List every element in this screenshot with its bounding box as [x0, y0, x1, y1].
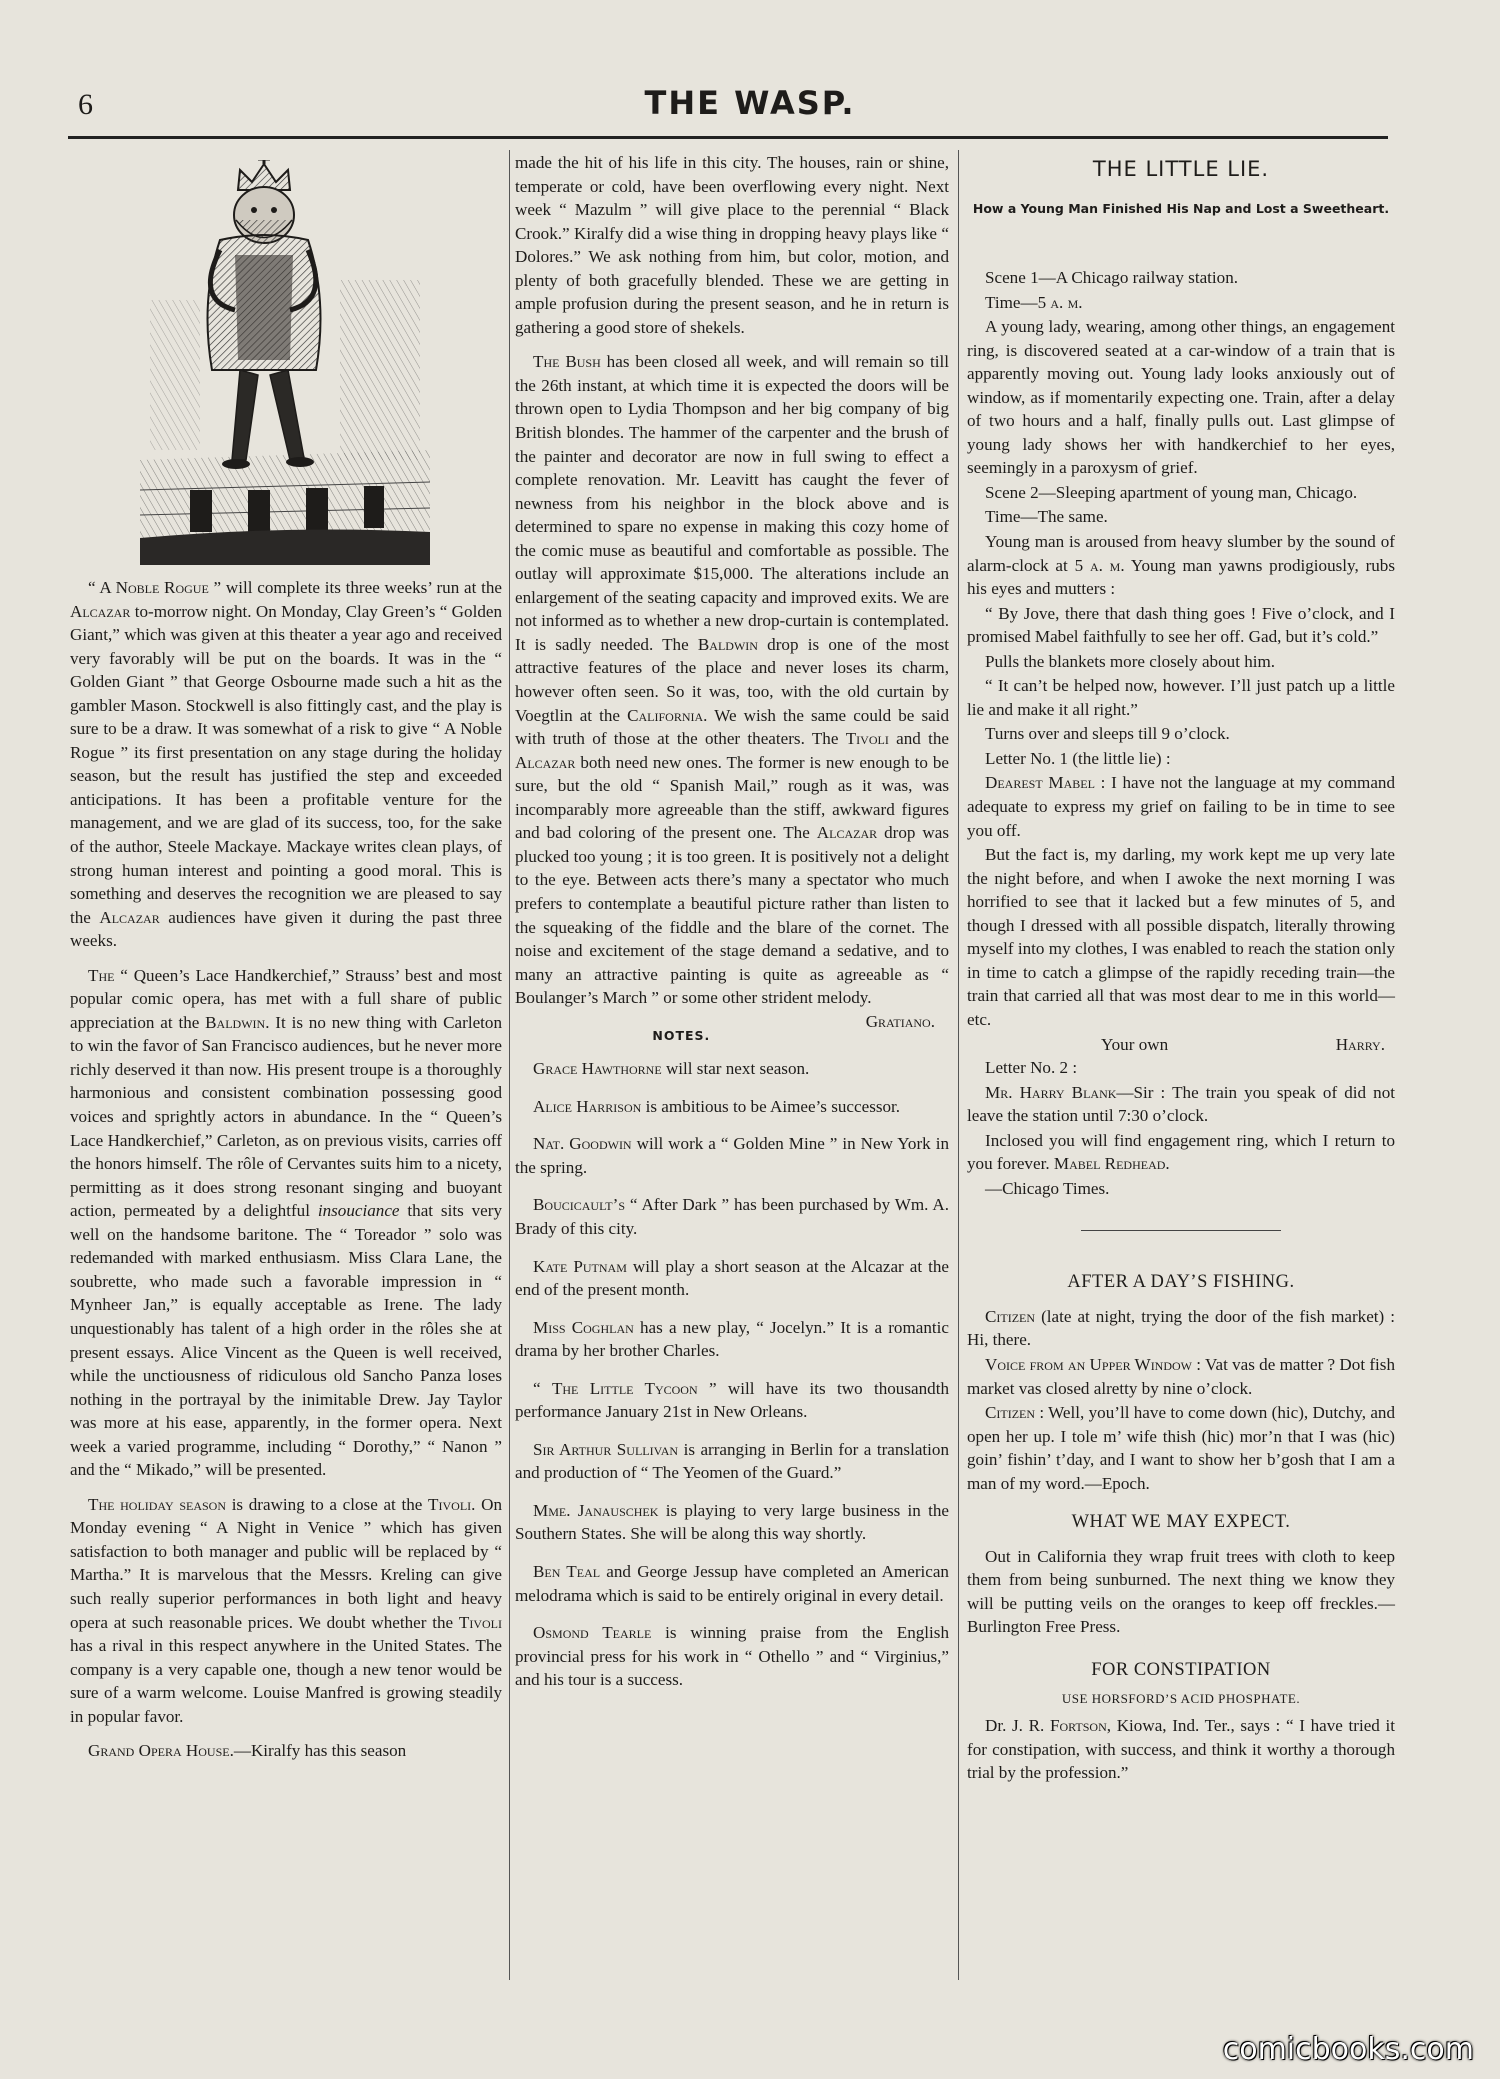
story-line: [967, 291, 1395, 315]
small-caps-lead: Baldwin: [205, 1012, 266, 1032]
column-2: [515, 151, 949, 1706]
article-paragraph: [70, 1739, 502, 1763]
little-lie-title: THE LITTLE LIE.: [1092, 157, 1270, 181]
note-item: [515, 1255, 949, 1302]
small-caps-lead: Miss Coghlan: [533, 1317, 634, 1337]
story-line: [967, 1129, 1395, 1176]
story-line: [967, 843, 1395, 1031]
story-line: [967, 1177, 1395, 1201]
dialogue-line: [967, 1305, 1395, 1352]
story-line: [967, 602, 1395, 649]
text-run: Pulls the blankets more closely about him.: [985, 651, 1276, 671]
text-run: has a rival in this respect anywhere in the United States. The company is a very capable one, though a new tenor would be sure of a warm welcome. Louise Manfred is growing steadily in popular favor.: [70, 1636, 502, 1726]
small-caps-lead: The Little Tycoon: [551, 1378, 698, 1398]
small-caps-lead: a. m.: [1089, 555, 1125, 575]
text-run: : Well, you’ll have to come down (hic), Dutchy, and open her up. I tole m’ wife thish (hic) mor’n that I was (hic) goin’ fishin’ t’day, and I want to show her b’gosh that I am a man of my word.—Epoch.: [967, 1403, 1395, 1493]
text-run: has been closed all week, and will remain so till the 26th instant, at which time it is expected the doors will be thrown open to Lydia Thompson and her big company of big British blondes. The hammer of the carpenter and the brush of the painter and decorator are now in full swing to effect a complete renovation. Mr. Leavitt has caught the fever of newness from his neighbor in the block above and is determined to spare no expense in making this cozy home of the comic muse as beautiful and comfortable as possible. The outlay will approximate $15,000. The alterations include an enlargement of the seating capacity and improved exits. We are not informed as to whether a new drop-curtain is contemplated. It is sadly needed. The: [515, 352, 949, 654]
text-run: A young lady, wearing, among other things, an engagement ring, is discovered seated at a car-window of a train that is apparently moving out. Young lady looks anxiously out of window, as if momentarily expecting one. Train, after a delay of two hours and a half, finally pulls out. Last glimpse of young lady shows her with handkerchief to her eyes, seemingly in a paroxysm of grief.: [967, 317, 1395, 478]
text-run: is arranging in Berlin for a translation and production of “ The Yeomen of the Guard.”: [515, 1439, 949, 1483]
small-caps-lead: Ben Teal: [533, 1561, 601, 1581]
text-run: “: [533, 1378, 552, 1398]
text-run: Scene 1—A Chicago railway station.: [985, 268, 1239, 287]
small-caps-lead: Osmond Tearle: [533, 1623, 652, 1643]
small-caps-lead: Grace Hawthorne: [533, 1059, 662, 1079]
small-caps-lead: Alice Harrison: [533, 1096, 642, 1116]
story-line: [967, 722, 1395, 746]
small-caps-lead: Grand Opera House: [88, 1741, 230, 1761]
small-caps-lead: Tivoli: [845, 729, 889, 749]
text-run: Young man is aroused from heavy slumber by the sound of alarm-clock at 5: [967, 532, 1395, 575]
small-caps-lead: Mr. Harry Blank: [985, 1082, 1117, 1102]
small-caps-lead: Noble Rogue: [115, 578, 209, 597]
story-line: [967, 505, 1395, 529]
small-caps-lead: Alcazar: [816, 823, 878, 843]
small-caps-lead: Tivoli: [458, 1612, 502, 1632]
text-run: “ By Jove, there that dash thing goes ! Five o’clock, and I promised Mabel faithfully to see her off. Gad, but it’s cold.”: [967, 603, 1395, 647]
text-run: , Kiowa, Ind. Ter., says : “ I have tried it for constipation, with success, and think it worthy a thorough trial by the profession.”: [967, 1716, 1395, 1783]
text-run: is drawing to a close at the: [226, 1494, 429, 1514]
watermark: comicbooks.com: [1222, 2032, 1474, 2067]
text-run: . We wish the same could be said with truth of those at the other theaters. The: [515, 705, 950, 749]
small-caps-lead: Baldwin: [697, 634, 758, 654]
small-caps-lead: The Bush: [533, 352, 601, 372]
note-item: [515, 1095, 949, 1119]
text-run: ” will have its two thousandth performance January 21st in New Orleans.: [515, 1378, 949, 1422]
text-run: to-morrow night. On Monday, Clay Green’s “ Golden Giant,” which was given at this theater a year ago and received very favorably will be put on the boards. It was in the “ Golden Giant ” that George Osbourne made such a hit as the gambler Mason. Stockwell is also fittingly cast, and the play is sure to be a draw. It was somewhat of a risk to give “ A Noble Rogue ” its first presentation on any stage during the holiday season, but the result has justified the step and exceeded anticipations. It has been a profitable venture for the management, and we are glad of its success, too, for the sake of the author, Steele Mackaye. Mackaye writes clean plays, of strong human interest and pointing a good moral. This is something and deserves the recognition we are pleased to say the: [70, 601, 502, 927]
text-run: Dr. J. R.: [985, 1716, 1050, 1736]
ad-subtitle: USE HORSFORD’S ACID PHOSPHATE.: [1061, 1690, 1301, 1706]
text-run: is ambitious to be Aimee’s successor.: [641, 1096, 901, 1116]
article-paragraph: [70, 1493, 502, 1728]
small-caps-lead: Alcazar: [70, 601, 131, 621]
text-run: “ It can’t be helped now, however. I’ll just patch up a little lie and make it all right.”: [967, 676, 1395, 719]
text-run: Time—5: [985, 292, 1051, 312]
story-line: [967, 650, 1395, 674]
text-run: Turns over and sleeps till 9 o’clock.: [985, 724, 1230, 744]
signature-name: Harry.: [1335, 1034, 1385, 1054]
text-run: —Chicago Times.: [985, 1178, 1110, 1198]
small-caps-lead: Nat. Goodwin: [533, 1134, 632, 1154]
column-1: [70, 576, 502, 1774]
text-run: ” will complete its three weeks’ run at the: [208, 578, 503, 597]
text-run: is winning praise from the English provincial press for his work in “ Othello ” and “ Virginius,” and his tour is a success.: [515, 1623, 949, 1690]
text-run: .—Kiralfy has this season: [229, 1741, 407, 1761]
small-caps-lead: Kate Putnam: [533, 1256, 627, 1276]
text-run: has a new play, “ Jocelyn.” It is a romantic drama by her brother Charles.: [515, 1317, 949, 1361]
text-run: “ After Dark ” has been purchased by Wm. A. Brady of this city.: [515, 1195, 949, 1238]
text-run: drop is one of the most attractive features of the place and never loses its charm, however often seen. So it was, too, with the old curtain by Voegtlin at the: [515, 634, 949, 725]
small-caps-lead: Citizen: [985, 1306, 1036, 1326]
article-paragraph: [70, 964, 502, 1482]
section-divider: [1081, 1230, 1281, 1231]
text-run: “ A: [88, 578, 116, 597]
signature: Gratiano.: [865, 1011, 935, 1031]
small-caps-lead: Alcazar: [515, 752, 576, 772]
note-item: [515, 1316, 949, 1363]
story-line: [967, 481, 1395, 505]
text-run: drop was plucked too young ; it is too green. It is positively not a delight to the eye. Between acts there’s many a spectator who much prefers to contemplate a beautiful picture rather than listen to the squeaking of the fiddle and the blare of the cornet. The noise and excitement of the stage demand a sedative, and to many an attractive painting is quite as agreeable as “ Boulanger’s March ” or some other strident melody.: [515, 823, 949, 1008]
text-run: will star next season.: [661, 1059, 810, 1079]
note-item: [515, 1377, 949, 1424]
small-caps-lead: Mme. Janauschek: [533, 1500, 659, 1520]
article-paragraph: [967, 1545, 1395, 1639]
story-line: [967, 771, 1395, 842]
expect-title: WHAT WE MAY EXPECT.: [1071, 1512, 1291, 1533]
text-run: and George Jessup have completed an American melodrama which is said to be entirely original in every detail.: [515, 1561, 949, 1605]
text-run: Letter No. 1 (the little lie) :: [985, 748, 1171, 768]
small-caps-lead: California: [627, 705, 704, 725]
small-caps-lead: Alcazar: [99, 907, 160, 927]
story-line: [967, 315, 1395, 480]
story-line: [967, 1056, 1395, 1080]
small-caps-lead: Fortson: [1049, 1716, 1107, 1736]
page-number: 6: [78, 88, 93, 121]
small-caps-lead: The holiday season: [88, 1494, 227, 1514]
text-run: made the hit of his life in this city. The houses, rain or shine, temperate or cold, have been overflowing every night. Next week “ Mazulm ” will give place to the perennial “ Black Crook.” Kiralfy did a wise thing in dropping heavy plays like “ Dolores.” We ask nothing from him, but color, motion, and plenty of both gracefully blended. These we are getting in ample profusion during the present season, and he in return is gathering a good store of shekels.: [515, 153, 949, 337]
small-caps-lead: The: [88, 965, 115, 985]
story-line: [967, 530, 1395, 601]
text-run: insouciance: [317, 1201, 400, 1221]
article-paragraph: [515, 151, 949, 339]
fishing-title: AFTER A DAY’S FISHING.: [1067, 1272, 1295, 1293]
column-divider: [509, 150, 510, 1980]
story-line: [967, 1081, 1395, 1128]
text-run: . On Monday evening “ A Night in Venice ” which has given satisfaction to both manager and public will be replaced by “ Martha.” It is marvelous that the Messrs. Kreling can give such really superior performances in both light and heavy opera at such reasonable prices. We doubt whether the: [70, 1494, 502, 1632]
text-run: both need new ones. The former is new enough to be sure, but the old “ Spanish Mail,” rough as it was, was incomparably more agreeable than the stiff, awkward figures and bad coloring of the present one. The: [515, 752, 949, 843]
column-divider: [958, 150, 959, 1980]
small-caps-lead: Voice from an Upper Window: [985, 1354, 1193, 1374]
story-line: [967, 266, 1395, 290]
text-run: Out in California they wrap fruit trees with cloth to keep them from being sunburned. The next thing we know they will be putting veils on the oranges to keep off freckles.—Burlington Free Press.: [967, 1546, 1395, 1637]
note-item: [515, 1193, 949, 1240]
masthead: THE WASP.: [644, 84, 856, 122]
signature-closing: Your own: [1101, 1034, 1169, 1054]
note-item: [515, 1499, 949, 1546]
small-caps-lead: Boucicault’s: [533, 1195, 625, 1215]
small-caps-lead: Sir Arthur Sullivan: [533, 1439, 679, 1459]
text-run: Time—The same.: [985, 507, 1108, 527]
text-run: —Sir : The train you speak of did not leave the station until 7:30 o’clock.: [967, 1082, 1396, 1126]
text-run: : I have not the language at my command adequate to express my grief on failing to be in time to see you off.: [967, 773, 1395, 840]
ad-paragraph: [967, 1714, 1395, 1785]
small-caps-lead: a. m.: [1050, 292, 1083, 312]
article-paragraph: [70, 576, 502, 953]
note-item: [515, 1621, 949, 1692]
text-run: Inclosed you will find engagement ring, which I return to you forever.: [967, 1130, 1395, 1174]
text-run: (late at night, trying the door of the fish market) : Hi, there.: [967, 1306, 1395, 1350]
column-3: [967, 266, 1395, 1796]
small-caps-lead: Tivoli: [428, 1494, 472, 1514]
story-line: [967, 674, 1395, 721]
note-item: [515, 1560, 949, 1607]
story-line: [967, 747, 1395, 771]
text-run: Young man yawns prodigiously, rubs his eyes and mutters :: [967, 555, 1396, 599]
text-run: and the: [888, 729, 949, 749]
text-run: “ Queen’s Lace Handkerchief,” Strauss’ best and most popular comic opera, has met with a full share of public appreciation at the: [70, 965, 502, 1032]
small-caps-lead: Mabel Redhead.: [1053, 1154, 1170, 1174]
note-item: [515, 1132, 949, 1179]
notes-heading: NOTES.: [652, 1027, 711, 1043]
text-run: : Vat vas de matter ? Dot fish market vas closed alretty by nine o’clock.: [967, 1354, 1395, 1398]
little-lie-subtitle: How a Young Man Finished His Nap and Lost a Sweetheart.: [972, 201, 1390, 216]
text-run: that sits very well on the handsome baritone. The “ Toreador ” solo was redemanded with marked enthusiasm. Miss Clara Lane, the soubrette, who made such a favorable impression in “ Mynheer Jan,” is equally acceptable as Irene. The lady unquestionably has talent of a high order in the rôles she at present essays. Alice Vincent as the Queen is well received, while the unctiousness of ridiculous old Sancho Panza loses nothing in the portrayal by the inimitable Drew. Jay Taylor was more at his ease, apparently, in the former opera. Next week a varied programme, including “ Dorothy,” “ Nanon ” and the “ Mikado,” will be presented.: [70, 1201, 502, 1480]
ad-title: FOR CONSTIPATION: [1091, 1659, 1271, 1680]
dialogue-line: [967, 1401, 1395, 1495]
text-run: But the fact is, my darling, my work kept me up very late the night before, and when I awoke the next morning I was horrified to see that it lacked but a few minutes of 5, and though I dressed with all possible dispatch, literally throwing myself into my clothes, I was enabled to reach the station only in time to catch a glimpse of the rapidly receding train—the train that carried all that was most dear to me in this world—etc.: [967, 845, 1395, 1029]
text-run: Letter No. 2 :: [985, 1058, 1078, 1078]
text-run: Scene 2—Sleeping apartment of young man, Chicago.: [985, 482, 1358, 502]
letter-signature: [967, 1033, 1395, 1057]
text-run: is playing to very large business in the Southern States. She will be along this way shortly.: [515, 1500, 950, 1544]
note-item: [515, 1438, 949, 1485]
text-run: will play a short season at the Alcazar at the end of the present month.: [515, 1256, 949, 1300]
text-run: audiences have given it during the past three weeks.: [70, 907, 502, 951]
text-run: will work a “ Golden Mine ” in New York in the spring.: [515, 1134, 949, 1177]
dialogue-line: [967, 1353, 1395, 1400]
small-caps-lead: Dearest Mabel: [985, 773, 1095, 793]
article-paragraph: [515, 350, 950, 1031]
jester-king-illustration: [140, 160, 430, 568]
text-run: . It is no new thing with Carleton to win the favor of San Francisco audiences, but he never more richly deserved it than now. His present troupe is a thoroughly harmonious and consistent combination possessing good voices and sprightly actors in abundance. In the “ Queen’s Lace Handkerchief,” Carleton, as on previous visits, carries off the honors himself. The rôle of Cervantes suits him to a nicety, permitting as it does strong resonant singing and buoyant action, permeated by a delightful: [70, 1012, 503, 1221]
note-item: [515, 1057, 949, 1081]
small-caps-lead: Citizen: [985, 1403, 1036, 1423]
header-rule: [68, 136, 1388, 139]
